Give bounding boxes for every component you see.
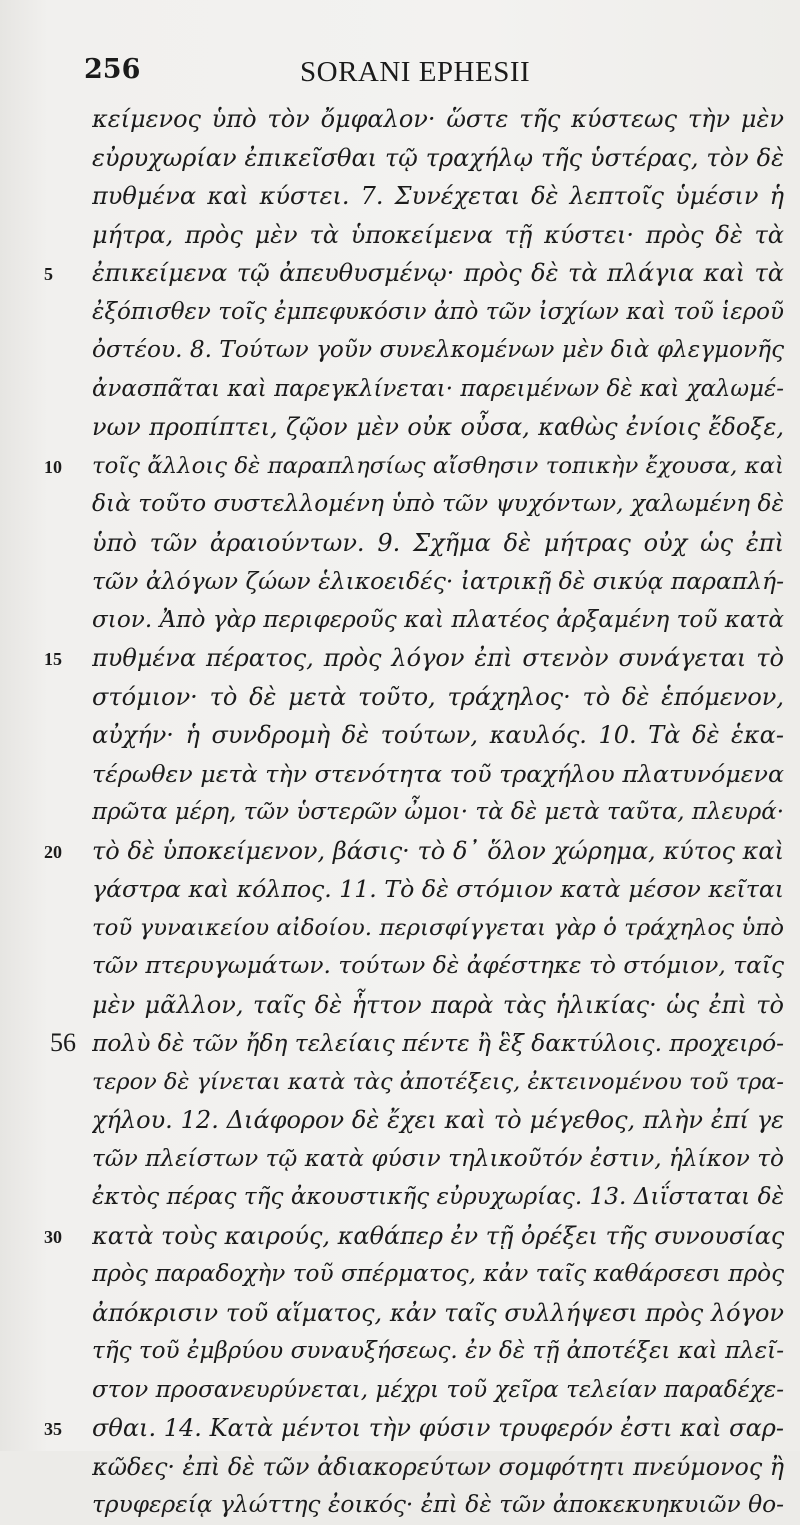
line-text: νων προπίπτει, ζῷον μὲν οὐκ οὖσα, καθὼς ἐνίοις ἔδοξε, [92, 413, 784, 441]
text-line [0, 832, 800, 871]
line-text: τῶν ἀλόγων ζώων ἑλικοειδές· ἰατρικῇ δὲ σικύᾳ παραπλή- [92, 567, 784, 595]
line-text: διὰ τοῦτο συστελλομένη ὑπὸ τῶν ψυχόντων, χαλωμένη δὲ [92, 490, 784, 517]
text-line [0, 909, 800, 948]
line-text: τέρωθεν μετὰ τὴν στενότητα τοῦ τραχήλου πλατυνόμενα [92, 759, 784, 788]
text-line [0, 1255, 800, 1294]
line-text: ὀστέου. 8. Τούτων γοῦν συνελκομένων μὲν διὰ φλεγμονῆς [92, 336, 784, 363]
text-line [0, 408, 800, 447]
line-text: πυθμένα καὶ κύστει. 7. Συνέχεται δὲ λεπτοῖς ὑμέσιν ἡ [92, 182, 784, 210]
greek-text-body [0, 100, 800, 1525]
text-line [0, 485, 800, 524]
line-text: ἀπόκρισιν τοῦ αἵματος, κἀν ταῖς συλλήψεσι πρὸς λόγον [92, 1298, 784, 1327]
line-text: πρῶτα μέρη, τῶν ὑστερῶν ὦμοι· τὰ δὲ μετὰ ταῦτα, πλευρά· [92, 799, 784, 825]
line-text: μὲν μᾶλλον, ταῖς δὲ ἧττον παρὰ τὰς ἡλικίας· ὡς ἐπὶ τὸ [92, 990, 784, 1019]
line-text: ἐξόπισθεν τοῖς ἐμπεφυκόσιν ἀπὸ τῶν ἰσχίων καὶ τοῦ ἱεροῦ [92, 298, 784, 325]
text-line [0, 1024, 800, 1063]
text-line [0, 293, 800, 332]
line-text: τερον δὲ γίνεται κατὰ τὰς ἀποτέξεις, ἐκτεινομένου τοῦ τρα- [92, 1068, 784, 1095]
text-line [0, 793, 800, 832]
text-line [0, 986, 800, 1025]
text-line [0, 100, 800, 139]
text-line [0, 1140, 800, 1179]
text-line [0, 870, 800, 909]
text-line [0, 1294, 800, 1333]
line-text: τοῖς ἄλλοις δὲ παραπλησίως αἴσθησιν τοπικὴν ἔχουσα, καὶ [92, 452, 784, 479]
line-text: στον προσανευρύνεται, μέχρι τοῦ χεῖρα τελείαν παραδέχε- [92, 1376, 784, 1403]
line-text: πυθμένα πέρατος, πρὸς λόγον ἐπὶ στενὸν συνάγεται τὸ [92, 644, 784, 672]
text-line [0, 370, 800, 409]
page-header [0, 46, 800, 90]
text-line [0, 447, 800, 486]
line-number: 10 [44, 456, 62, 477]
line-number: 30 [44, 1226, 62, 1247]
line-text: μήτρα, πρὸς μὲν τὰ ὑποκείμενα τῇ κύστει· πρὸς δὲ τὰ [92, 220, 784, 249]
text-line [0, 177, 800, 216]
text-line [0, 755, 800, 794]
text-line [0, 1063, 800, 1102]
text-line [0, 139, 800, 178]
line-text: τὸ δὲ ὑποκείμενον, βάσις· τὸ δ᾿ ὅλον χώρημα, κύτος καὶ [92, 836, 784, 865]
text-line [0, 1371, 800, 1410]
text-line [0, 1101, 800, 1140]
line-number: 20 [44, 841, 62, 862]
line-text: αὐχήν· ἡ συνδρομὴ δὲ τούτων, καυλός. 10. Τὰ δὲ ἑκα- [92, 721, 784, 749]
text-line [0, 331, 800, 370]
line-text: τοῦ γυναικείου αἰδοίου. περισφίγγεται γὰρ ὁ τράχηλος ὑπὸ [92, 914, 784, 941]
text-line [0, 1448, 800, 1487]
text-line [0, 716, 800, 755]
line-number: 5 [44, 264, 53, 284]
text-line [0, 524, 800, 563]
text-line [0, 1217, 800, 1256]
line-text: γάστρα καὶ κόλπος. 11. Τὸ δὲ στόμιον κατὰ μέσον κεῖται [92, 875, 784, 903]
line-text: ἀνασπᾶται καὶ παρεγκλίνεται· παρειμένων δὲ καὶ χαλωμέ- [92, 375, 784, 402]
line-text: τῶν πτερυγωμάτων. τούτων δὲ ἀφέστηκε τὸ στόμιον, ταῖς [92, 952, 784, 979]
line-text: σθαι. 14. Κατὰ μέντοι τὴν φύσιν τρυφερόν ἐστι καὶ σαρ- [92, 1414, 784, 1442]
text-line [0, 1178, 800, 1217]
text-line [0, 1332, 800, 1371]
line-text: ἐπικείμενα τῷ ἀπευθυσμένῳ· πρὸς δὲ τὰ πλάγια καὶ τὰ [92, 259, 784, 287]
line-text: πολὺ δὲ τῶν ἤδη τελείαις πέντε ἢ ἓξ δακτύλοις. προχειρό- [92, 1029, 784, 1057]
line-text: κῶδες· ἐπὶ δὲ τῶν ἀδιακορεύτων σομφότητι πνεύμονος ἢ [92, 1452, 784, 1481]
line-text: στόμιον· τὸ δὲ μετὰ τοῦτο, τράχηλος· τὸ δὲ ἑπόμενον, [92, 682, 784, 711]
page-number: 256 [84, 54, 141, 85]
line-text: ὑπὸ τῶν ἀραιούντων. 9. Σχῆμα δὲ μήτρας οὐχ ὡς ἐπὶ [92, 528, 784, 557]
text-line [0, 254, 800, 293]
text-line [0, 216, 800, 255]
text-line [0, 1409, 800, 1448]
text-line [0, 562, 800, 601]
line-text: κατὰ τοὺς καιρούς, καθάπερ ἐν τῇ ὀρέξει τῆς συνουσίας [92, 1221, 784, 1250]
text-line [0, 601, 800, 640]
text-line [0, 947, 800, 986]
line-text: τῶν πλείστων τῷ κατὰ φύσιν τηλικοῦτόν ἐστιν, ἡλίκον τὸ [92, 1145, 784, 1172]
line-number: 15 [44, 649, 62, 669]
line-text: ἐκτὸς πέρας τῆς ἀκουστικῆς εὐρυχωρίας. 13. Διΐσταται δὲ [92, 1184, 784, 1210]
line-text: τῆς τοῦ ἐμβρύου συναυξήσεως. ἐν δὲ τῇ ἀποτέξει καὶ πλεῖ- [92, 1338, 784, 1364]
text-line [0, 678, 800, 717]
line-text: σιον. Ἀπὸ γὰρ περιφεροῦς καὶ πλατέος ἀρξαμένη τοῦ κατὰ [92, 606, 784, 633]
line-number: 56 [50, 1028, 76, 1057]
line-text: πρὸς παραδοχὴν τοῦ σπέρματος, κἀν ταῖς καθάρσεσι πρὸς [92, 1260, 784, 1287]
text-line [0, 1486, 800, 1525]
line-text: κείμενος ὑπὸ τὸν ὄμφαλον· ὥστε τῆς κύστεως τὴν μὲν [92, 105, 784, 133]
line-number: 35 [44, 1419, 62, 1439]
line-text: τρυφερείᾳ γλώττης ἐοικός· ἐπὶ δὲ τῶν ἀποκεκυηκυιῶν θο- [92, 1491, 784, 1518]
line-text: χήλου. 12. Διάφορον δὲ ἔχει καὶ τὸ μέγεθος, πλὴν ἐπί γε [92, 1106, 784, 1134]
line-text: εὐρυχωρίαν ἐπικεῖσθαι τῷ τραχήλῳ τῆς ὑστέρας, τὸν δὲ [92, 143, 784, 172]
text-line [0, 639, 800, 678]
running-head: SORANI EPHESII [300, 56, 531, 88]
